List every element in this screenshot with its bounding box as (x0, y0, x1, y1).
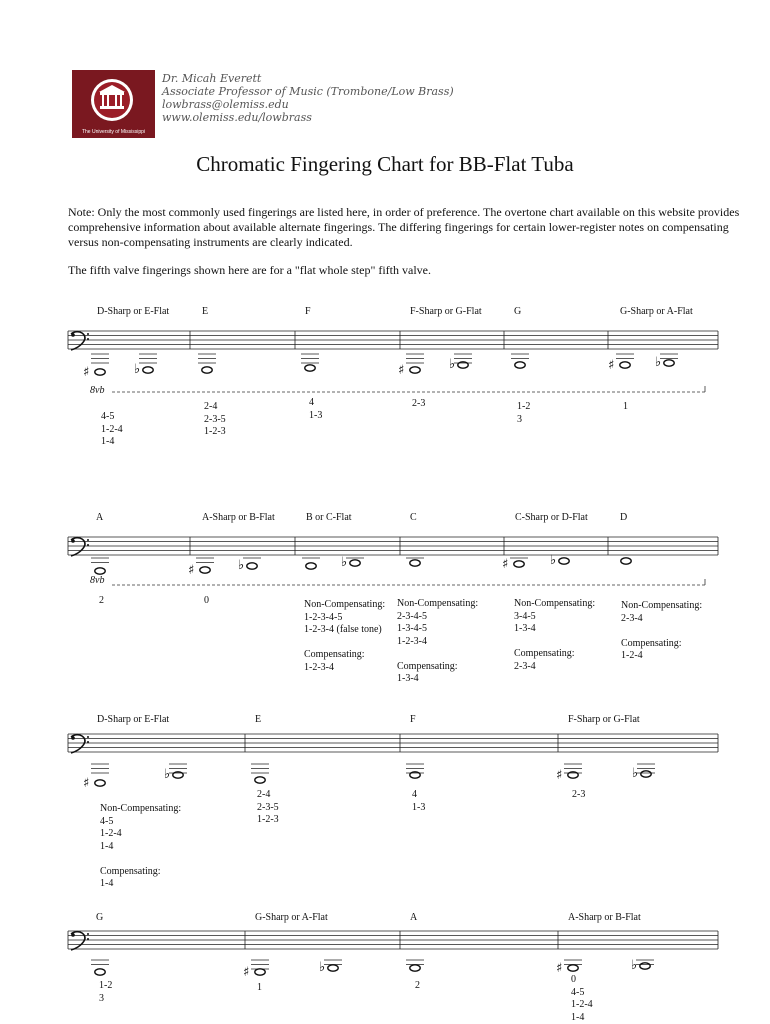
author-position: Associate Professor of Music (Trombone/Low Brass) (162, 85, 454, 98)
note-label: C (410, 512, 417, 523)
bass-clef-dot (71, 933, 75, 937)
note-label: A (96, 512, 104, 523)
note-head (515, 362, 525, 368)
note-head (640, 963, 650, 969)
sharp-sign: ♯ (556, 768, 563, 783)
fingering: 4 1-3 (309, 397, 323, 421)
flat-sign: ♭ (341, 555, 348, 570)
author-website[interactable]: www.olemiss.edu/lowbrass (162, 111, 312, 124)
note-head (410, 367, 420, 373)
sharp-sign: ♯ (502, 557, 509, 572)
note-label: G-Sharp or A-Flat (620, 306, 693, 317)
note-head (95, 568, 105, 574)
note-head (559, 558, 569, 564)
bass-clef-dot (71, 333, 75, 337)
sharp-sign: ♯ (398, 363, 405, 378)
note-label: E (255, 714, 262, 725)
bass-clef-dot (87, 741, 89, 743)
note-label: G (96, 912, 104, 923)
note-head (255, 777, 265, 783)
note-label: E (202, 306, 209, 317)
fingering: 1 (623, 401, 628, 412)
fingering: Non-Compensating: 4-5 1-2-4 1-4 Compensating: 1-4 (100, 803, 182, 889)
fingering: 2 (415, 980, 420, 991)
bass-clef-dot (87, 338, 89, 340)
bass-clef-dot (71, 539, 75, 543)
note-label: D-Sharp or E-Flat (97, 306, 170, 317)
sharp-sign: ♯ (608, 358, 615, 373)
flat-sign: ♭ (134, 362, 141, 377)
fingering: 0 4-5 1-2-4 1-4 (571, 974, 593, 1023)
fingering: Non-Compensating: 3-4-5 1-3-4 Compensating: 2-3-4 (514, 598, 596, 672)
note-head (95, 369, 105, 375)
note-label: F-Sharp or G-Flat (410, 306, 482, 317)
fingering: Non-Compensating: 1-2-3-4-5 1-2-3-4 (false tone) Compensating: 1-2-3-4 (304, 599, 386, 673)
sharp-sign: ♯ (83, 365, 90, 380)
fingering: Non-Compensating: 2-3-4 Compensating: 1-2-4 (621, 600, 703, 661)
note-label: D-Sharp or E-Flat (97, 714, 170, 725)
note-label: A (410, 912, 418, 923)
note-head (247, 563, 257, 569)
flat-sign: ♭ (319, 960, 326, 975)
ottava-label: 8vb (90, 575, 105, 586)
flat-sign: ♭ (164, 767, 171, 782)
note-label: A-Sharp or B-Flat (202, 512, 275, 523)
bass-clef-dot (87, 933, 89, 935)
fingering: 4-5 1-2-4 1-4 (101, 411, 123, 447)
author-name: Dr. Micah Everett (162, 72, 262, 85)
note-head (350, 560, 360, 566)
ottava-label: 8vb (90, 385, 105, 396)
flat-sign: ♭ (238, 558, 245, 573)
note-head (620, 362, 630, 368)
author-email[interactable]: lowbrass@olemiss.edu (162, 98, 289, 111)
bass-clef-dot (87, 736, 89, 738)
logo-caption: The University of Mississippi (81, 129, 146, 135)
note-head (202, 367, 212, 373)
fingering: 2-3 (412, 398, 426, 409)
page-title: Chromatic Fingering Chart for BB-Flat Tuba (196, 152, 574, 176)
note-head (328, 965, 338, 971)
fingering: 2-4 2-3-5 1-2-3 (257, 789, 279, 825)
note-head (621, 558, 631, 564)
fifth-valve-note: The fifth valve fingerings shown here are for a "flat whole step" fifth valve. (68, 263, 431, 277)
note-head (514, 561, 524, 567)
note-head (255, 969, 265, 975)
note-label: F-Sharp or G-Flat (568, 714, 640, 725)
fingering: 4 1-3 (412, 789, 426, 813)
fingering: 0 (204, 595, 209, 606)
fingering: 2-3 (572, 789, 586, 800)
note-head (95, 780, 105, 786)
note-head (200, 567, 210, 573)
flat-sign: ♭ (550, 553, 557, 568)
fingering: 1-2 3 (99, 980, 113, 1004)
note-head (306, 563, 316, 569)
bass-clef-dot (87, 539, 89, 541)
note-head (95, 969, 105, 975)
fingering: 1-2 3 (517, 401, 531, 425)
flat-sign: ♭ (449, 357, 456, 372)
note-label: G-Sharp or A-Flat (255, 912, 328, 923)
note-label: F (410, 714, 416, 725)
note-head (143, 367, 153, 373)
note-head (664, 360, 674, 366)
note-label: F (305, 306, 311, 317)
note-head (641, 771, 651, 777)
sharp-sign: ♯ (83, 776, 90, 791)
note-paragraph: Note: Only the most commonly used fingerings are listed here, in order of preference. The overtone chart available on this website provides comprehensive information about available alternate fingerings. The differing fingerings for certain lower-register notes on compensating versus non-compensating instruments are clearly indicated. (68, 205, 740, 249)
bass-clef-dot (87, 333, 89, 335)
fingering: 2 (99, 595, 104, 606)
bass-clef-dot (87, 938, 89, 940)
fingering: 1 (257, 982, 262, 993)
note-head (410, 965, 420, 971)
note-head (305, 365, 315, 371)
note-label: A-Sharp or B-Flat (568, 912, 641, 923)
flat-sign: ♭ (631, 958, 638, 973)
flat-sign: ♭ (632, 766, 639, 781)
sharp-sign: ♯ (188, 563, 195, 578)
fingering: 2-4 2-3-5 1-2-3 (204, 401, 226, 437)
sharp-sign: ♯ (556, 961, 563, 976)
note-head (568, 965, 578, 971)
bass-clef-dot (87, 544, 89, 546)
note-label: D (620, 512, 628, 523)
sharp-sign: ♯ (243, 965, 250, 980)
note-label: B or C-Flat (306, 512, 352, 523)
note-label: G (514, 306, 522, 317)
bass-clef-dot (71, 736, 75, 740)
note-head (410, 560, 420, 566)
note-label: C-Sharp or D-Flat (515, 512, 588, 523)
flat-sign: ♭ (655, 355, 662, 370)
fingering: Non-Compensating: 2-3-4-5 1-3-4-5 1-2-3-4 Compensating: 1-3-4 (397, 598, 479, 684)
